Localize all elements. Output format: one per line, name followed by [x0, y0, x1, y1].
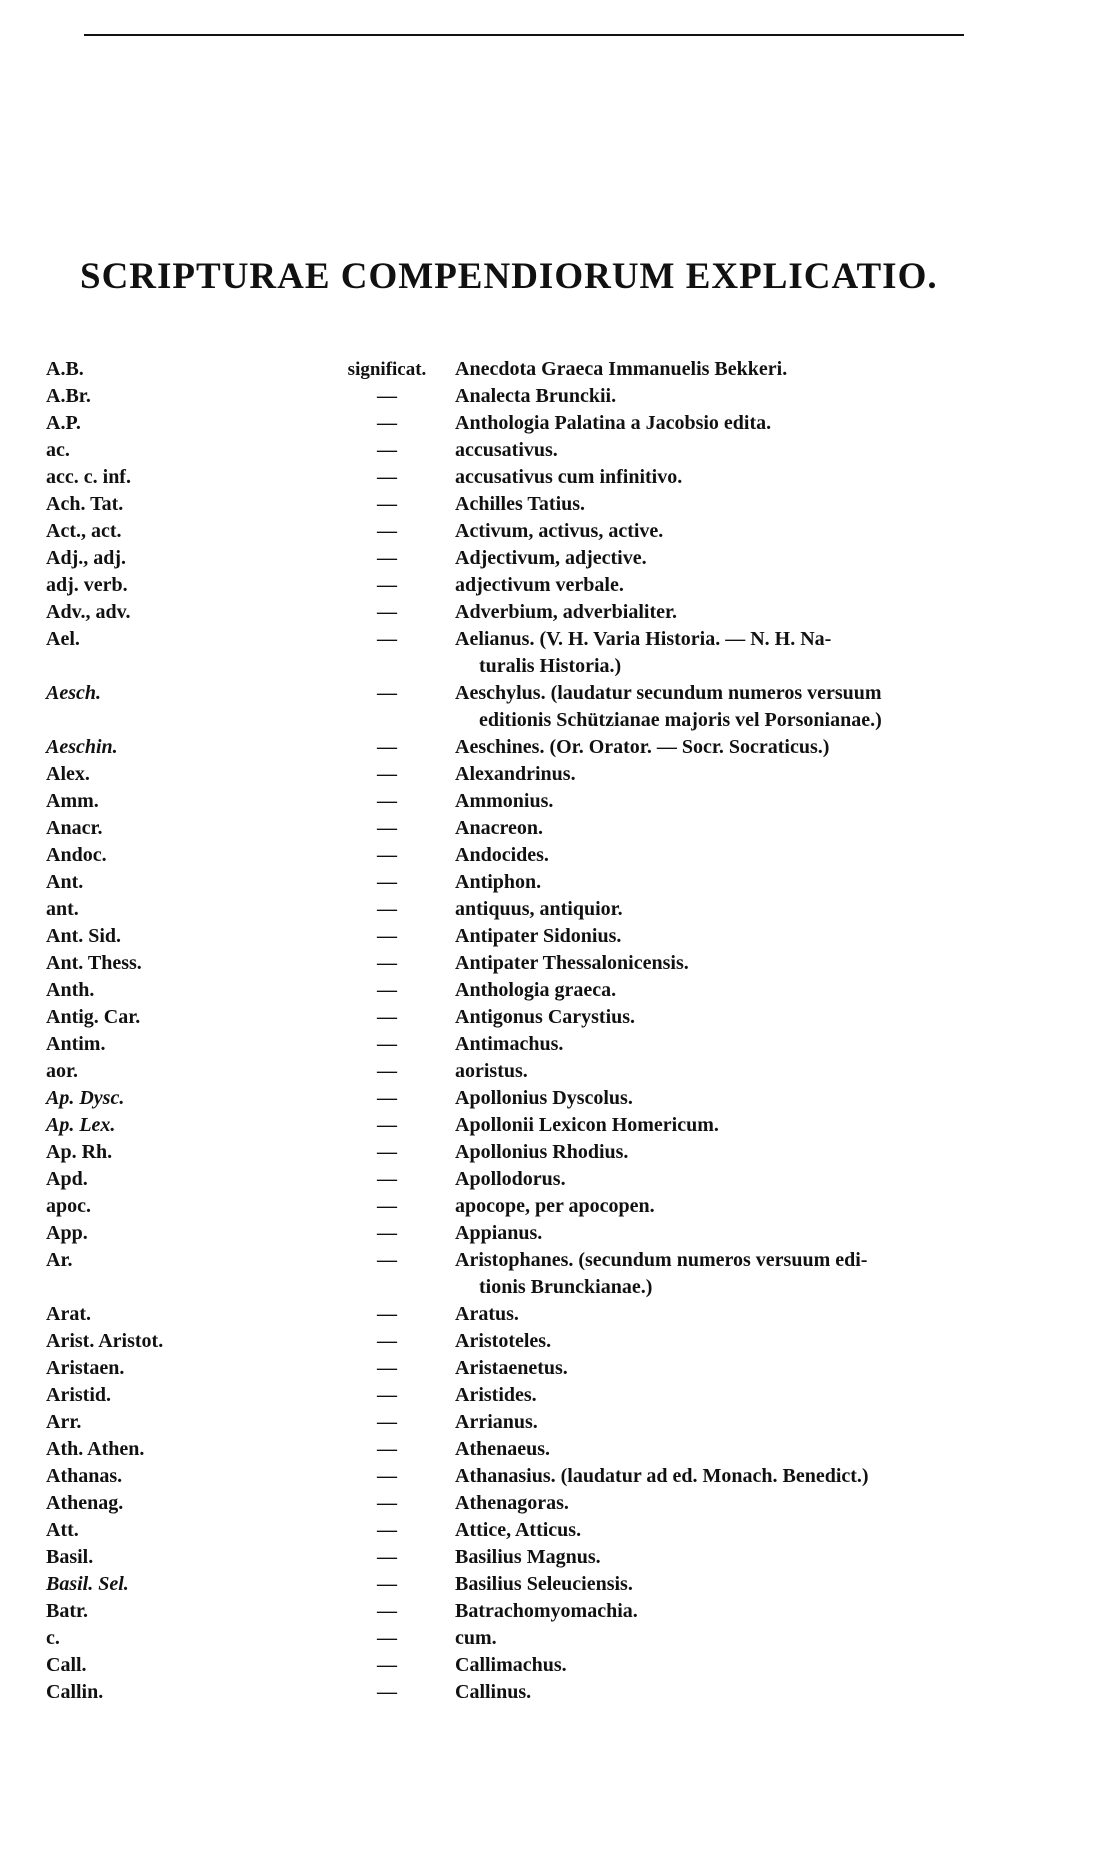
explanation-line: Aristides.	[455, 1384, 537, 1406]
explanation-line: Apollonius Dyscolus.	[455, 1087, 633, 1109]
dash-separator: —	[377, 1681, 397, 1703]
dash-separator: —	[377, 1519, 397, 1541]
explanation-continuation: editionis Schützianae majoris vel Porsonianae.)	[479, 709, 882, 731]
entry-row	[0, 842, 1100, 869]
entry-explanation	[455, 815, 1040, 842]
dash-separator: —	[377, 574, 397, 596]
entry-abbreviation: Call.	[46, 1654, 87, 1676]
explanation-line: Aristaenetus.	[455, 1357, 568, 1379]
explanation-line: Achilles Tatius.	[455, 493, 586, 515]
entry-abbreviation: aor.	[46, 1060, 79, 1082]
entry-abbreviation: acc. c. inf.	[46, 466, 131, 488]
entry-row	[0, 437, 1100, 464]
explanation-line: Athenagoras.	[455, 1492, 569, 1514]
entry-explanation	[455, 491, 1040, 518]
dash-separator: —	[377, 925, 397, 947]
dash-separator: —	[377, 466, 397, 488]
explanation-continuation: turalis Historia.)	[479, 655, 622, 677]
explanation-line: adjectivum verbale.	[455, 574, 624, 596]
entry-row	[0, 1382, 1100, 1409]
entry-explanation	[455, 1193, 1040, 1220]
entry-abbreviation: Ael.	[46, 628, 80, 650]
explanation-line: Anecdota Graeca Immanuelis Bekkeri.	[455, 358, 788, 380]
entry-explanation	[455, 1490, 1040, 1517]
entry-abbreviation: Antig. Car.	[46, 1006, 141, 1028]
entry-explanation	[455, 464, 1040, 491]
entry-row	[0, 869, 1100, 896]
entry-row	[0, 383, 1100, 410]
dash-separator: —	[377, 1465, 397, 1487]
entry-row	[0, 1139, 1100, 1166]
entry-explanation	[455, 1220, 1040, 1247]
entry-abbreviation: Amm.	[46, 790, 99, 812]
entry-explanation	[455, 1679, 1040, 1706]
entry-abbreviation: Athenag.	[46, 1492, 124, 1514]
entry-explanation	[455, 1544, 1040, 1571]
entry-abbreviation: A.B.	[46, 358, 84, 380]
abbreviation-list	[0, 356, 1100, 1706]
dash-separator: —	[377, 952, 397, 974]
explanation-line: Attice, Atticus.	[455, 1519, 582, 1541]
entry-row	[0, 788, 1100, 815]
explanation-line: Aristophanes. (secundum numeros versuum edi-	[455, 1249, 868, 1271]
explanation-line: aoristus.	[455, 1060, 528, 1082]
entry-abbreviation: Ach. Tat.	[46, 493, 124, 515]
explanation-line: Athanasius. (laudatur ad ed. Monach. Benedict.)	[455, 1465, 869, 1487]
entry-explanation	[455, 545, 1040, 572]
dash-separator: —	[377, 1546, 397, 1568]
dash-separator: —	[377, 844, 397, 866]
dash-separator: —	[377, 1357, 397, 1379]
entry-abbreviation: Alex.	[46, 763, 90, 785]
entry-explanation	[455, 437, 1040, 464]
entry-explanation	[455, 599, 1040, 626]
explanation-continuation: tionis Brunckianae.)	[479, 1276, 653, 1298]
entry-abbreviation: Aesch.	[46, 682, 101, 704]
entry-row	[0, 1544, 1100, 1571]
dash-separator: —	[377, 871, 397, 893]
explanation-line: Adverbium, adverbialiter.	[455, 601, 678, 623]
entry-abbreviation: Callin.	[46, 1681, 104, 1703]
dash-separator: —	[377, 979, 397, 1001]
entry-abbreviation: Adv., adv.	[46, 601, 131, 623]
entry-abbreviation: Aristaen.	[46, 1357, 125, 1379]
entry-row	[0, 1598, 1100, 1625]
entry-explanation	[455, 1004, 1040, 1031]
explanation-line: Antimachus.	[455, 1033, 564, 1055]
entry-row	[0, 1652, 1100, 1679]
explanation-line: Basilius Seleuciensis.	[455, 1573, 633, 1595]
entry-abbreviation: Ap. Lex.	[46, 1114, 116, 1136]
dash-separator: —	[377, 736, 397, 758]
entry-row	[0, 1328, 1100, 1355]
entry-abbreviation: Batr.	[46, 1600, 89, 1622]
entry-explanation	[455, 680, 1040, 734]
explanation-line: Arrianus.	[455, 1411, 538, 1433]
entry-row	[0, 761, 1100, 788]
entry-abbreviation: Athanas.	[46, 1465, 123, 1487]
entry-abbreviation: Att.	[46, 1519, 79, 1541]
entry-abbreviation: Ant. Thess.	[46, 952, 142, 974]
dash-separator: —	[377, 1492, 397, 1514]
entry-row	[0, 518, 1100, 545]
explanation-line: Appianus.	[455, 1222, 543, 1244]
entry-abbreviation: apoc.	[46, 1195, 91, 1217]
explanation-line: Basilius Magnus.	[455, 1546, 601, 1568]
dash-separator: —	[377, 1114, 397, 1136]
entry-explanation	[455, 1355, 1040, 1382]
entry-explanation	[455, 977, 1040, 1004]
entry-abbreviation: Ap. Rh.	[46, 1141, 113, 1163]
explanation-line: Apollonius Rhodius.	[455, 1141, 629, 1163]
entry-explanation	[455, 761, 1040, 788]
explanation-line: Anthologia Palatina a Jacobsio edita.	[455, 412, 772, 434]
dash-separator: —	[377, 817, 397, 839]
explanation-line: Batrachomyomachia.	[455, 1600, 638, 1622]
entry-explanation	[455, 1598, 1040, 1625]
dash-separator: —	[377, 1330, 397, 1352]
dash-separator: —	[377, 439, 397, 461]
dash-separator: —	[377, 1168, 397, 1190]
entry-explanation	[455, 1085, 1040, 1112]
explanation-line: Alexandrinus.	[455, 763, 576, 785]
entry-row	[0, 950, 1100, 977]
entry-row	[0, 815, 1100, 842]
explanation-line: cum.	[455, 1627, 497, 1649]
explanation-line: Adjectivum, adjective.	[455, 547, 647, 569]
entry-explanation	[455, 923, 1040, 950]
entry-explanation	[455, 869, 1040, 896]
explanation-line: Anthologia graeca.	[455, 979, 617, 1001]
entry-explanation	[455, 572, 1040, 599]
explanation-line: antiquus, antiquior.	[455, 898, 623, 920]
entry-abbreviation: ant.	[46, 898, 79, 920]
entry-row	[0, 1058, 1100, 1085]
dash-separator: —	[377, 601, 397, 623]
explanation-line: Analecta Brunckii.	[455, 385, 617, 407]
dash-separator: —	[377, 1411, 397, 1433]
dash-separator: —	[377, 628, 397, 650]
dash-separator: —	[377, 682, 397, 704]
entry-explanation	[455, 896, 1040, 923]
dash-separator: —	[377, 1060, 397, 1082]
explanation-line: Apollodorus.	[455, 1168, 566, 1190]
entry-row	[0, 734, 1100, 761]
dash-separator: —	[377, 1087, 397, 1109]
explanation-line: Aelianus. (V. H. Varia Historia. — N. H. Na-	[455, 628, 832, 650]
explanation-line: Apollonii Lexicon Homericum.	[455, 1114, 719, 1136]
entry-abbreviation: Adj., adj.	[46, 547, 127, 569]
explanation-line: accusativus cum infinitivo.	[455, 466, 683, 488]
dash-separator: —	[377, 1033, 397, 1055]
dash-separator: —	[377, 1249, 397, 1271]
entry-explanation	[455, 1436, 1040, 1463]
dash-separator: —	[377, 412, 397, 434]
entry-row	[0, 1301, 1100, 1328]
explanation-line: Callinus.	[455, 1681, 532, 1703]
explanation-line: Ammonius.	[455, 790, 554, 812]
entry-explanation	[455, 788, 1040, 815]
entry-abbreviation: ac.	[46, 439, 70, 461]
explanation-line: apocope, per apocopen.	[455, 1195, 655, 1217]
entry-abbreviation: c.	[46, 1627, 60, 1649]
entry-abbreviation: Andoc.	[46, 844, 107, 866]
entry-abbreviation: Aeschin.	[46, 736, 118, 758]
explanation-line: Anacreon.	[455, 817, 543, 839]
entry-row	[0, 1517, 1100, 1544]
entry-row	[0, 1004, 1100, 1031]
entry-explanation	[455, 1058, 1040, 1085]
entry-row	[0, 1463, 1100, 1490]
entry-row	[0, 572, 1100, 599]
entry-explanation	[455, 626, 1040, 680]
explanation-line: Aristoteles.	[455, 1330, 552, 1352]
entry-row	[0, 464, 1100, 491]
entry-explanation	[455, 950, 1040, 977]
dash-separator: —	[377, 1303, 397, 1325]
entry-explanation	[455, 842, 1040, 869]
entry-abbreviation: Aristid.	[46, 1384, 111, 1406]
entry-abbreviation: Basil. Sel.	[46, 1573, 129, 1595]
entry-abbreviation: App.	[46, 1222, 88, 1244]
entry-row	[0, 1625, 1100, 1652]
entry-row	[0, 626, 1100, 680]
entry-row	[0, 1355, 1100, 1382]
entry-abbreviation: Ar.	[46, 1249, 73, 1271]
entry-explanation	[455, 356, 1040, 383]
entry-abbreviation: Ant.	[46, 871, 84, 893]
dash-separator: —	[377, 547, 397, 569]
entry-abbreviation: Arist. Aristot.	[46, 1330, 164, 1352]
explanation-line: accusativus.	[455, 439, 558, 461]
entry-explanation	[455, 1625, 1040, 1652]
dash-separator: —	[377, 493, 397, 515]
entry-explanation	[455, 734, 1040, 761]
entry-explanation	[455, 1247, 1040, 1301]
entry-abbreviation: Anth.	[46, 979, 95, 1001]
entry-row	[0, 545, 1100, 572]
entry-row	[0, 410, 1100, 437]
entry-abbreviation: Ap. Dysc.	[46, 1087, 125, 1109]
dash-separator: —	[377, 1222, 397, 1244]
dash-separator: —	[377, 1438, 397, 1460]
explanation-line: Activum, activus, active.	[455, 520, 664, 542]
entry-row	[0, 1166, 1100, 1193]
dash-separator: —	[377, 1573, 397, 1595]
entry-row	[0, 1436, 1100, 1463]
entry-explanation	[455, 1571, 1040, 1598]
dash-separator: —	[377, 1141, 397, 1163]
entry-abbreviation: Antim.	[46, 1033, 106, 1055]
explanation-line: Callimachus.	[455, 1654, 567, 1676]
entry-row	[0, 977, 1100, 1004]
entry-row	[0, 923, 1100, 950]
entry-abbreviation: Apd.	[46, 1168, 88, 1190]
entry-explanation	[455, 1328, 1040, 1355]
entry-explanation	[455, 1112, 1040, 1139]
entry-row	[0, 680, 1100, 734]
dash-separator: —	[377, 385, 397, 407]
explanation-line: Antigonus Carystius.	[455, 1006, 636, 1028]
entry-explanation	[455, 410, 1040, 437]
entry-row	[0, 1112, 1100, 1139]
dash-separator: —	[377, 520, 397, 542]
entry-row	[0, 1409, 1100, 1436]
dash-separator: —	[377, 790, 397, 812]
entry-explanation	[455, 383, 1040, 410]
entry-row	[0, 1247, 1100, 1301]
entry-explanation	[455, 1139, 1040, 1166]
entry-row	[0, 1571, 1100, 1598]
explanation-line: Andocides.	[455, 844, 549, 866]
dash-separator: —	[377, 1627, 397, 1649]
entry-row	[0, 1679, 1100, 1706]
entry-abbreviation: Anacr.	[46, 817, 103, 839]
entry-row	[0, 491, 1100, 518]
explanation-line: Athenaeus.	[455, 1438, 551, 1460]
explanation-line: Antiphon.	[455, 871, 542, 893]
dash-separator: —	[377, 1600, 397, 1622]
top-rule	[84, 34, 964, 36]
explanation-line: Aratus.	[455, 1303, 519, 1325]
entry-row	[0, 1085, 1100, 1112]
entry-abbreviation: Ant. Sid.	[46, 925, 122, 947]
explanation-line: Aeschines. (Or. Orator. — Socr. Socraticus.)	[455, 736, 830, 758]
explanation-line: Antipater Sidonius.	[455, 925, 622, 947]
entry-abbreviation: A.Br.	[46, 385, 91, 407]
page-title: SCRIPTURAE COMPENDIORUM EXPLICATIO.	[80, 256, 938, 297]
significat-label: significat.	[347, 359, 427, 380]
entry-explanation	[455, 1652, 1040, 1679]
entry-row	[0, 1193, 1100, 1220]
explanation-line: Aeschylus. (laudatur secundum numeros versuum	[455, 682, 882, 704]
entry-abbreviation: adj. verb.	[46, 574, 128, 596]
entry-explanation	[455, 1301, 1040, 1328]
entry-abbreviation: Arat.	[46, 1303, 91, 1325]
entry-row	[0, 1490, 1100, 1517]
entry-abbreviation: Act., act.	[46, 520, 122, 542]
entry-abbreviation: A.P.	[46, 412, 81, 434]
entry-explanation	[455, 1409, 1040, 1436]
entry-explanation	[455, 1463, 1040, 1490]
dash-separator: —	[377, 1006, 397, 1028]
explanation-line: Antipater Thessalonicensis.	[455, 952, 689, 974]
entry-explanation	[455, 1031, 1040, 1058]
entry-explanation	[455, 1166, 1040, 1193]
dash-separator: —	[377, 1384, 397, 1406]
entry-row	[0, 896, 1100, 923]
dash-separator: —	[377, 763, 397, 785]
entry-explanation	[455, 1382, 1040, 1409]
entry-explanation	[455, 1517, 1040, 1544]
dash-separator: —	[377, 1654, 397, 1676]
entry-row	[0, 356, 1100, 383]
entry-abbreviation: Ath. Athen.	[46, 1438, 145, 1460]
entry-abbreviation: Basil.	[46, 1546, 94, 1568]
entry-abbreviation: Arr.	[46, 1411, 82, 1433]
dash-separator: —	[377, 898, 397, 920]
entry-row	[0, 1220, 1100, 1247]
entry-row	[0, 599, 1100, 626]
entry-explanation	[455, 518, 1040, 545]
dash-separator: —	[377, 1195, 397, 1217]
entry-row	[0, 1031, 1100, 1058]
